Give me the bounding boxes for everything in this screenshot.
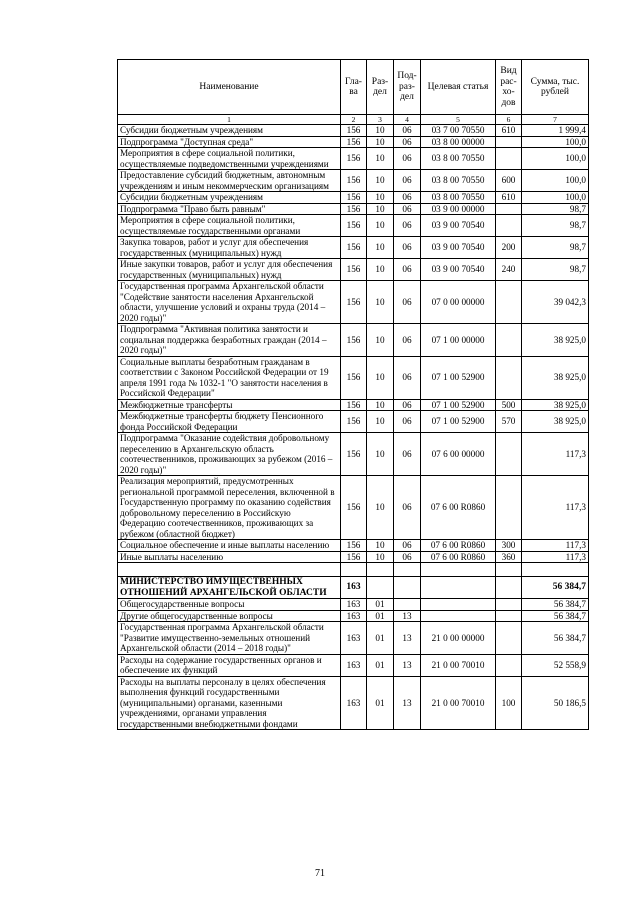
index-cell: 6: [496, 115, 522, 125]
cell-vid: 200: [496, 237, 522, 259]
cell-glava: 156: [341, 125, 367, 137]
cell-vid: 570: [496, 411, 522, 433]
table-row: [118, 540, 589, 552]
cell-razdel: 10: [367, 281, 394, 324]
table-row: [118, 259, 589, 281]
cell-summa: 52 558,9: [522, 654, 589, 676]
cell-name: Подпрограмма "Доступная среда": [118, 136, 341, 148]
spacer-cell: [421, 563, 496, 577]
cell-vid: [496, 476, 522, 540]
cell-summa: 117,3: [522, 433, 589, 476]
section-cell-statya: [421, 577, 496, 599]
index-cell: 7: [522, 115, 589, 125]
cell-vid: 610: [496, 192, 522, 204]
spacer-cell: [394, 563, 421, 577]
cell-podrazdel: 06: [394, 540, 421, 552]
section-cell-glava: 163: [341, 577, 367, 599]
cell-razdel: 10: [367, 148, 394, 170]
cell-podrazdel: 13: [394, 622, 421, 655]
cell-name: Межбюджетные трансферты: [118, 399, 341, 411]
cell-statya: 03 9 00 70540: [421, 237, 496, 259]
cell-glava: 156: [341, 399, 367, 411]
index-cell: 2: [341, 115, 367, 125]
cell-podrazdel: 06: [394, 136, 421, 148]
table-row: [118, 203, 589, 215]
cell-statya: 03 8 00 70550: [421, 170, 496, 192]
cell-statya: [421, 599, 496, 611]
cell-podrazdel: 06: [394, 148, 421, 170]
cell-glava: 163: [341, 622, 367, 655]
cell-summa: 98,7: [522, 237, 589, 259]
cell-summa: 1 999,4: [522, 125, 589, 137]
cell-vid: 600: [496, 170, 522, 192]
cell-name: Предоставление субсидий бюджетным, автономным учреждениям и иным некоммерческим организациям: [118, 170, 341, 192]
cell-razdel: 01: [367, 599, 394, 611]
cell-razdel: 01: [367, 676, 394, 730]
page-number: 71: [315, 868, 325, 879]
cell-statya: 03 9 00 00000: [421, 203, 496, 215]
cell-vid: 300: [496, 540, 522, 552]
cell-statya: 03 9 00 70540: [421, 215, 496, 237]
spacer-cell: [341, 563, 367, 577]
cell-glava: 163: [341, 610, 367, 622]
table-row: [118, 599, 589, 611]
section-cell-podrazdel: [394, 577, 421, 599]
cell-name: Межбюджетные трансферты бюджету Пенсионного фонда Российской Федерации: [118, 411, 341, 433]
table-body: [118, 125, 589, 730]
cell-razdel: 10: [367, 136, 394, 148]
cell-summa: 56 384,7: [522, 599, 589, 611]
cell-statya: 21 0 00 00000: [421, 622, 496, 655]
cell-summa: 38 925,0: [522, 324, 589, 357]
cell-podrazdel: 06: [394, 356, 421, 399]
cell-razdel: 10: [367, 551, 394, 563]
index-row: [118, 115, 589, 125]
table-row: [118, 324, 589, 357]
cell-name: Государственная программа Архангельской области "Содействие занятости населения Архангельской области, улучшение условий и охраны труда (2014 – 2020 годы)": [118, 281, 341, 324]
cell-vid: [496, 433, 522, 476]
cell-glava: 156: [341, 136, 367, 148]
spacer-row: [118, 563, 589, 577]
cell-statya: 07 6 00 R0860: [421, 540, 496, 552]
cell-podrazdel: 06: [394, 551, 421, 563]
cell-podrazdel: [394, 599, 421, 611]
cell-summa: 39 042,3: [522, 281, 589, 324]
cell-razdel: 10: [367, 324, 394, 357]
header-vid: Вид рас-хо-дов: [496, 60, 522, 115]
index-cell: 3: [367, 115, 394, 125]
cell-razdel: 10: [367, 170, 394, 192]
cell-name: Государственная программа Архангельской области "Развитие имущественно-земельных отношений Архангельской области (2014 – 2018 годы)": [118, 622, 341, 655]
section-cell-vid: [496, 577, 522, 599]
table-row: [118, 148, 589, 170]
budget-table: [117, 59, 589, 730]
cell-glava: 163: [341, 654, 367, 676]
header-row: [118, 60, 589, 115]
cell-summa: 38 925,0: [522, 411, 589, 433]
cell-podrazdel: 06: [394, 237, 421, 259]
cell-glava: 156: [341, 203, 367, 215]
header-glava: Гла-ва: [341, 60, 367, 115]
cell-name: Иные закупки товаров, работ и услуг для обеспечения государственных (муниципальных) нужд: [118, 259, 341, 281]
cell-vid: 100: [496, 676, 522, 730]
cell-name: Расходы на содержание государственных органов и обеспечение их функций: [118, 654, 341, 676]
cell-razdel: 10: [367, 215, 394, 237]
index-cell: 1: [118, 115, 341, 125]
cell-podrazdel: 06: [394, 203, 421, 215]
cell-vid: [496, 203, 522, 215]
cell-podrazdel: 06: [394, 170, 421, 192]
table-row: [118, 676, 589, 730]
cell-razdel: 10: [367, 356, 394, 399]
table-row: [118, 281, 589, 324]
cell-vid: [496, 281, 522, 324]
cell-summa: 100,0: [522, 136, 589, 148]
cell-glava: 156: [341, 356, 367, 399]
cell-summa: 56 384,7: [522, 610, 589, 622]
cell-vid: [496, 654, 522, 676]
table-row: [118, 433, 589, 476]
cell-summa: 100,0: [522, 192, 589, 204]
cell-glava: 156: [341, 259, 367, 281]
cell-razdel: 10: [367, 237, 394, 259]
cell-summa: 117,3: [522, 476, 589, 540]
cell-podrazdel: 06: [394, 433, 421, 476]
cell-name: Социальные выплаты безработным гражданам в соответствии с Законом Российской Федерации от 19 апреля 1991 года № 1032-1 "О занятости населения в Российской Федерации": [118, 356, 341, 399]
cell-summa: 38 925,0: [522, 356, 589, 399]
cell-statya: 07 1 00 52900: [421, 356, 496, 399]
cell-name: Мероприятия в сфере социальной политики, осуществляемые государственными органами: [118, 215, 341, 237]
cell-summa: 50 186,5: [522, 676, 589, 730]
cell-razdel: 01: [367, 654, 394, 676]
cell-statya: 07 6 00 R0860: [421, 551, 496, 563]
cell-summa: 56 384,7: [522, 622, 589, 655]
cell-podrazdel: 13: [394, 676, 421, 730]
cell-name: Субсидии бюджетным учреждениям: [118, 125, 341, 137]
cell-summa: 100,0: [522, 148, 589, 170]
cell-glava: 156: [341, 170, 367, 192]
table-row: [118, 551, 589, 563]
cell-glava: 156: [341, 237, 367, 259]
cell-statya: 07 1 00 00000: [421, 324, 496, 357]
cell-podrazdel: 06: [394, 259, 421, 281]
cell-statya: 03 9 00 70540: [421, 259, 496, 281]
index-cell: 4: [394, 115, 421, 125]
cell-razdel: 10: [367, 192, 394, 204]
cell-summa: 98,7: [522, 259, 589, 281]
cell-podrazdel: 06: [394, 215, 421, 237]
cell-glava: 156: [341, 148, 367, 170]
spacer-cell: [496, 563, 522, 577]
cell-name: Другие общегосударственные вопросы: [118, 610, 341, 622]
section-cell-razdel: [367, 577, 394, 599]
table-row: [118, 411, 589, 433]
cell-razdel: 10: [367, 476, 394, 540]
cell-name: Иные выплаты населению: [118, 551, 341, 563]
cell-vid: [496, 324, 522, 357]
cell-summa: 98,7: [522, 203, 589, 215]
table-row: [118, 136, 589, 148]
cell-glava: 156: [341, 540, 367, 552]
cell-vid: 240: [496, 259, 522, 281]
cell-name: Мероприятия в сфере социальной политики, осуществляемые подведомственными учреждениями: [118, 148, 341, 170]
cell-podrazdel: 06: [394, 399, 421, 411]
cell-name: Реализация мероприятий, предусмотренных региональной программой переселения, включенной в Государственную программу по оказанию содействия добровольному переселению в Российскую Федерацию соотечественников, проживающих за рубежом (областной бюджет): [118, 476, 341, 540]
cell-razdel: 10: [367, 433, 394, 476]
cell-vid: 610: [496, 125, 522, 137]
header-podrazdel: Под-раз-дел: [394, 60, 421, 115]
spacer-cell: [367, 563, 394, 577]
cell-statya: 07 6 00 00000: [421, 433, 496, 476]
cell-podrazdel: 06: [394, 281, 421, 324]
cell-vid: 500: [496, 399, 522, 411]
cell-glava: 163: [341, 676, 367, 730]
cell-vid: [496, 215, 522, 237]
cell-statya: 07 1 00 52900: [421, 399, 496, 411]
cell-glava: 156: [341, 411, 367, 433]
cell-glava: 156: [341, 192, 367, 204]
cell-glava: 156: [341, 433, 367, 476]
cell-summa: 38 925,0: [522, 399, 589, 411]
cell-statya: 03 7 00 70550: [421, 125, 496, 137]
section-cell-name: МИНИСТЕРСТВО ИМУЩЕСТВЕННЫХ ОТНОШЕНИЙ АРХАНГЕЛЬСКОЙ ОБЛАСТИ: [118, 577, 341, 599]
cell-podrazdel: 06: [394, 324, 421, 357]
table-row: [118, 476, 589, 540]
header-summa: Сумма, тыс. рублей: [522, 60, 589, 115]
cell-name: Субсидии бюджетным учреждениям: [118, 192, 341, 204]
cell-glava: 156: [341, 476, 367, 540]
cell-statya: 03 8 00 70550: [421, 192, 496, 204]
cell-name: Подпрограмма "Оказание содействия добровольному переселению в Архангельскую область соотечественников, проживающих за рубежом (2016 – 2020 годы)": [118, 433, 341, 476]
cell-summa: 100,0: [522, 170, 589, 192]
cell-statya: 21 0 00 70010: [421, 676, 496, 730]
table-row: [118, 192, 589, 204]
cell-statya: 07 0 00 00000: [421, 281, 496, 324]
cell-statya: [421, 610, 496, 622]
section-row: [118, 577, 589, 599]
cell-podrazdel: 06: [394, 411, 421, 433]
cell-summa: 98,7: [522, 215, 589, 237]
cell-podrazdel: 13: [394, 654, 421, 676]
cell-podrazdel: 06: [394, 476, 421, 540]
table-row: [118, 622, 589, 655]
cell-vid: [496, 610, 522, 622]
header-name: Наименование: [118, 60, 341, 115]
cell-summa: 117,3: [522, 540, 589, 552]
cell-glava: 156: [341, 324, 367, 357]
cell-razdel: 01: [367, 622, 394, 655]
cell-razdel: 10: [367, 540, 394, 552]
cell-name: Общегосударственные вопросы: [118, 599, 341, 611]
table-row: [118, 610, 589, 622]
cell-statya: 07 1 00 52900: [421, 411, 496, 433]
cell-podrazdel: 06: [394, 125, 421, 137]
table-row: [118, 215, 589, 237]
cell-razdel: 10: [367, 259, 394, 281]
table-row: [118, 237, 589, 259]
cell-name: Подпрограмма "Активная политика занятости и социальная поддержка безработных граждан (2014 – 2020 годы)": [118, 324, 341, 357]
cell-name: Социальное обеспечение и иные выплаты населению: [118, 540, 341, 552]
cell-razdel: 10: [367, 125, 394, 137]
cell-statya: 07 6 00 R0860: [421, 476, 496, 540]
cell-summa: 117,3: [522, 551, 589, 563]
cell-vid: [496, 136, 522, 148]
cell-vid: [496, 622, 522, 655]
cell-glava: 156: [341, 551, 367, 563]
table-row: [118, 654, 589, 676]
cell-vid: 360: [496, 551, 522, 563]
header-statya: Целевая статья: [421, 60, 496, 115]
index-cell: 5: [421, 115, 496, 125]
cell-name: Расходы на выплаты персоналу в целях обеспечения выполнения функций государственными (муниципальными) органами, казенными учреждениями, органами управления государственными внебюджетными фондами: [118, 676, 341, 730]
table-row: [118, 399, 589, 411]
section-cell-summa: 56 384,7: [522, 577, 589, 599]
cell-podrazdel: 06: [394, 192, 421, 204]
cell-glava: 163: [341, 599, 367, 611]
header-razdel: Раз-дел: [367, 60, 394, 115]
cell-razdel: 10: [367, 411, 394, 433]
spacer-cell: [522, 563, 589, 577]
cell-name: Подпрограмма "Право быть равным": [118, 203, 341, 215]
cell-podrazdel: 13: [394, 610, 421, 622]
cell-glava: 156: [341, 281, 367, 324]
cell-statya: 21 0 00 70010: [421, 654, 496, 676]
cell-vid: [496, 356, 522, 399]
table-row: [118, 356, 589, 399]
cell-glava: 156: [341, 215, 367, 237]
cell-vid: [496, 599, 522, 611]
table-row: [118, 125, 589, 137]
spacer-cell: [118, 563, 341, 577]
cell-statya: 03 8 00 00000: [421, 136, 496, 148]
cell-statya: 03 8 00 70550: [421, 148, 496, 170]
cell-razdel: 01: [367, 610, 394, 622]
cell-vid: [496, 148, 522, 170]
table-row: [118, 170, 589, 192]
cell-razdel: 10: [367, 203, 394, 215]
cell-name: Закупка товаров, работ и услуг для обеспечения государственных (муниципальных) нужд: [118, 237, 341, 259]
cell-razdel: 10: [367, 399, 394, 411]
